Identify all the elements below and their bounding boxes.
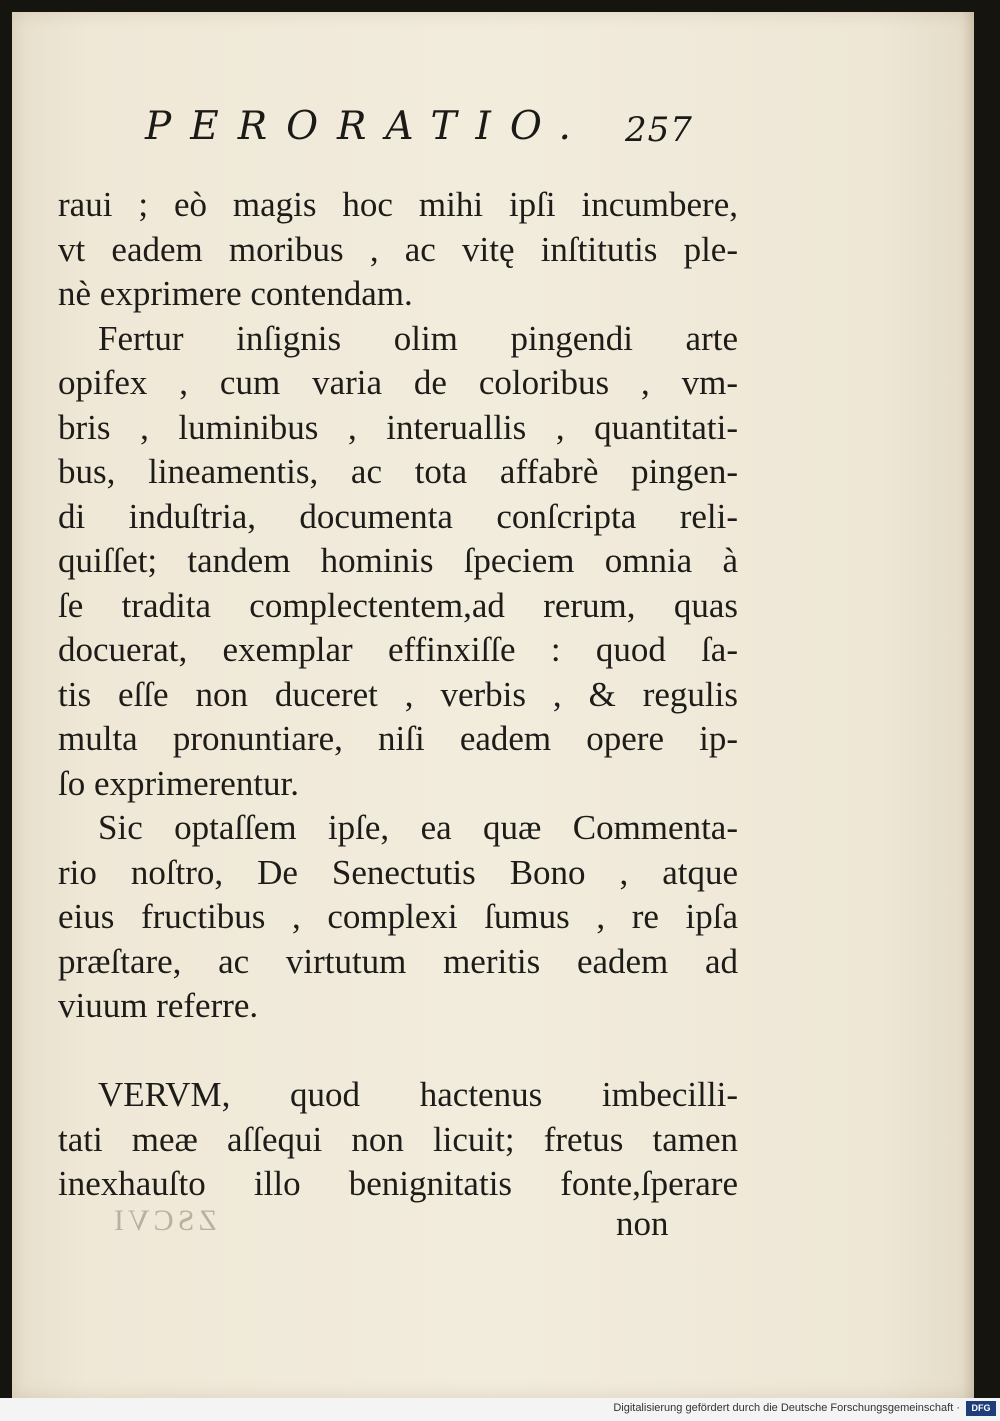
text-line: opifex , cum varia de coloribus , vm- xyxy=(58,363,738,402)
text-line: quiſſet; tandem hominis ſpeciem omnia à xyxy=(58,541,738,580)
text-line: ſe tradita complectentem,ad rerum, quas xyxy=(58,585,738,625)
text-line: tati meæ aſſequi non licuit; fretus tamen xyxy=(58,1119,738,1159)
text-line: bus, lineamentis, ac tota affabrè pingen- xyxy=(58,452,738,491)
dfg-logo-icon: DFG xyxy=(966,1401,996,1416)
text-line: Sic optaſſem ipſe, ea quæ Commenta- xyxy=(98,808,738,847)
text-line: vt eadem moribus , ac vitę inſtitutis ple- xyxy=(58,229,738,269)
running-head: PERORATIO. xyxy=(145,104,590,149)
body-text xyxy=(58,183,738,1207)
text-line: ſo exprimerentur. xyxy=(58,763,300,803)
paper-sheet xyxy=(12,12,974,1398)
text-line: Fertur inſignis olim pingendi arte xyxy=(98,318,738,358)
text-line: nè exprimere contendam. xyxy=(58,274,413,313)
text-line: multa pronuntiare, niſi eadem opere ip- xyxy=(58,719,738,758)
text-line: rio noſtro, De Senectutis Bono , atque xyxy=(58,852,738,892)
text-line: di induſtria, documenta conſcripta reli- xyxy=(58,496,738,536)
bleed-through-text: ZSCVI xyxy=(110,1204,217,1237)
paragraph-gap xyxy=(58,1029,738,1074)
text-line: viuum referre. xyxy=(58,986,259,1025)
catchword: non xyxy=(616,1204,669,1243)
text-line: inexhauſto illo benignitatis fonte,ſperare xyxy=(58,1164,738,1203)
page-number: 257 xyxy=(625,110,693,150)
text-line: VERVM, quod hactenus imbecilli- xyxy=(98,1075,738,1114)
footer-credit: Digitalisierung gefördert durch die Deutsche Forschungsgemeinschaft · xyxy=(613,1402,960,1414)
footer-bar xyxy=(0,1398,1000,1421)
text-line: bris , luminibus , interuallis , quantitati- xyxy=(58,407,738,447)
text-line: præſtare, ac virtutum meritis eadem ad xyxy=(58,941,738,981)
text-line: raui ; eò magis hoc mihi ipſi incumbere, xyxy=(58,185,738,224)
text-line: tis eſſe non duceret , verbis , & regulis xyxy=(58,674,738,714)
text-line: docuerat, exemplar effinxiſſe : quod ſa- xyxy=(58,630,738,669)
text-line: eius fructibus , complexi ſumus , re ipſa xyxy=(58,897,738,936)
